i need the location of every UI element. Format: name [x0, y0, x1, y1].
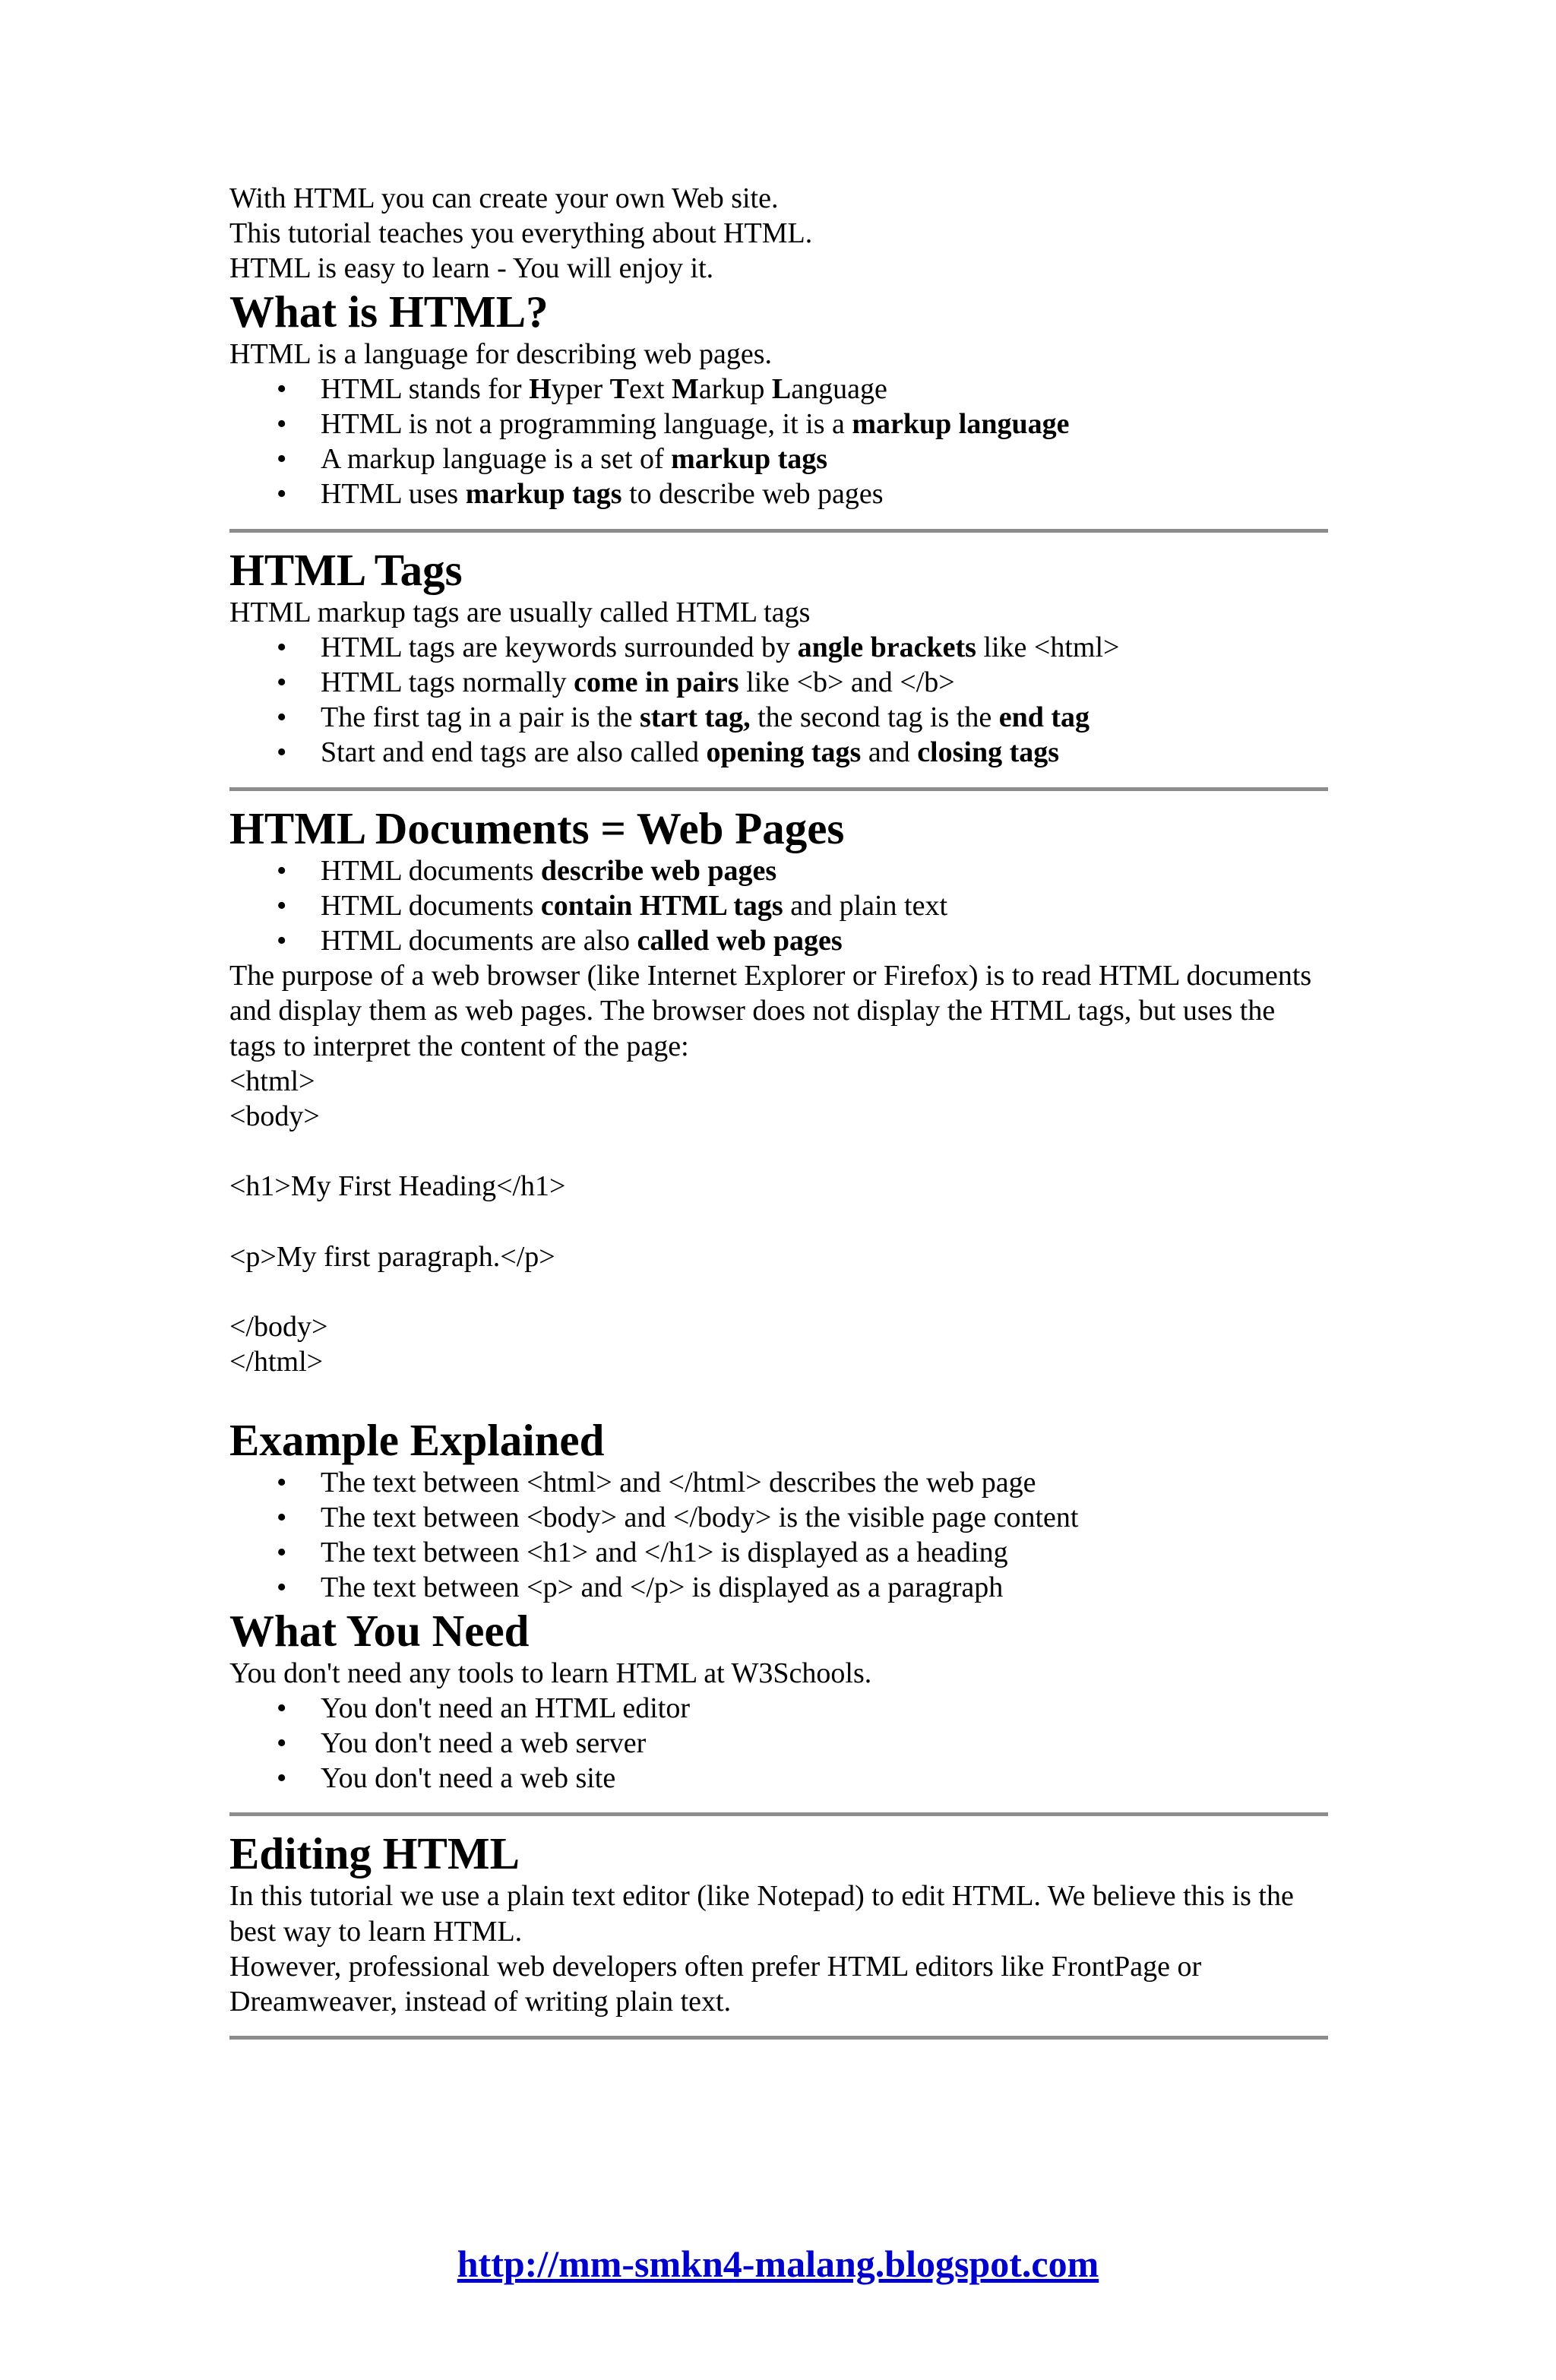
- list-item: • The text between <p> and </p> is displayed as a paragraph: [229, 1570, 1328, 1605]
- list-item: • You don't need an HTML editor: [229, 1691, 1328, 1726]
- what-is-html-lead: HTML is a language for describing web pages.: [229, 337, 773, 370]
- code-example: [229, 1064, 1328, 1380]
- html-tags-list: [229, 630, 1328, 771]
- code-line: <p>My first paragraph.</p>: [229, 1240, 555, 1273]
- list-item: • HTML documents contain HTML tags and plain text: [229, 888, 1328, 923]
- what-you-need-list: [229, 1691, 1328, 1796]
- list-item: • A markup language is a set of markup tags: [229, 442, 1328, 476]
- list-item: • HTML documents are also called web pages: [229, 923, 1328, 958]
- html-documents-list: [229, 853, 1328, 959]
- heading-html-tags: HTML Tags: [229, 544, 463, 595]
- list-item: • HTML uses markup tags to describe web pages: [229, 476, 1328, 511]
- heading-example-explained: Example Explained: [229, 1414, 605, 1465]
- list-item: • The first tag in a pair is the start tag, the second tag is the end tag: [229, 700, 1328, 735]
- footer: [0, 2242, 1556, 2286]
- heading-html-documents: HTML Documents = Web Pages: [229, 802, 845, 853]
- code-line: </body>: [229, 1311, 328, 1343]
- code-line: <body>: [229, 1100, 320, 1133]
- section-divider: [229, 1812, 1328, 1816]
- document-content: [229, 181, 1328, 2052]
- heading-what-is-html: What is HTML?: [229, 286, 549, 337]
- footer-link[interactable]: http://mm-smkn4-malang.blogspot.com: [457, 2242, 1099, 2285]
- list-item: • The text between <html> and </html> describes the web page: [229, 1465, 1328, 1500]
- heading-what-you-need: What You Need: [229, 1605, 530, 1656]
- section-divider: [229, 529, 1328, 533]
- intro-line: With HTML you can create your own Web site.: [229, 182, 779, 214]
- section-divider: [229, 787, 1328, 791]
- intro-line: HTML is easy to learn - You will enjoy it.: [229, 252, 714, 285]
- list-item: • HTML tags normally come in pairs like <b> and </b>: [229, 665, 1328, 700]
- code-line: <html>: [229, 1065, 315, 1097]
- what-is-html-list: [229, 372, 1328, 512]
- what-you-need-lead: You don't need any tools to learn HTML at W3Schools.: [229, 1657, 872, 1689]
- editing-html-paragraph: However, professional web developers often prefer HTML editors like FrontPage or Dreamweaver, instead of writing plain text.: [229, 1950, 1202, 2018]
- code-line: </html>: [229, 1346, 324, 1378]
- example-explained-list: [229, 1465, 1328, 1606]
- list-item: • You don't need a web server: [229, 1726, 1328, 1761]
- html-tags-lead: HTML markup tags are usually called HTML tags: [229, 596, 811, 628]
- list-item: • HTML stands for Hyper Text Markup Language: [229, 372, 1328, 407]
- editing-html-paragraph: In this tutorial we use a plain text editor (like Notepad) to edit HTML. We believe this is the best way to learn HTML.: [229, 1880, 1294, 1948]
- list-item: • The text between <body> and </body> is the visible page content: [229, 1500, 1328, 1535]
- list-item: • HTML is not a programming language, it is a markup language: [229, 407, 1328, 442]
- html-documents-paragraph: The purpose of a web browser (like Internet Explorer or Firefox) is to read HTML documents and display them as web pages. The browser does not display the HTML tags, but uses the tags to interpret the content of the page:: [229, 960, 1312, 1062]
- code-line: <h1>My First Heading</h1>: [229, 1170, 566, 1203]
- section-divider: [229, 2036, 1328, 2040]
- list-item: • HTML tags are keywords surrounded by angle brackets like <html>: [229, 630, 1328, 665]
- list-item: • HTML documents describe web pages: [229, 853, 1328, 888]
- list-item: • You don't need a web site: [229, 1761, 1328, 1796]
- list-item: • Start and end tags are also called opening tags and closing tags: [229, 735, 1328, 770]
- intro-line: This tutorial teaches you everything about HTML.: [229, 217, 813, 250]
- list-item: • The text between <h1> and </h1> is displayed as a heading: [229, 1535, 1328, 1570]
- heading-editing-html: Editing HTML: [229, 1828, 520, 1879]
